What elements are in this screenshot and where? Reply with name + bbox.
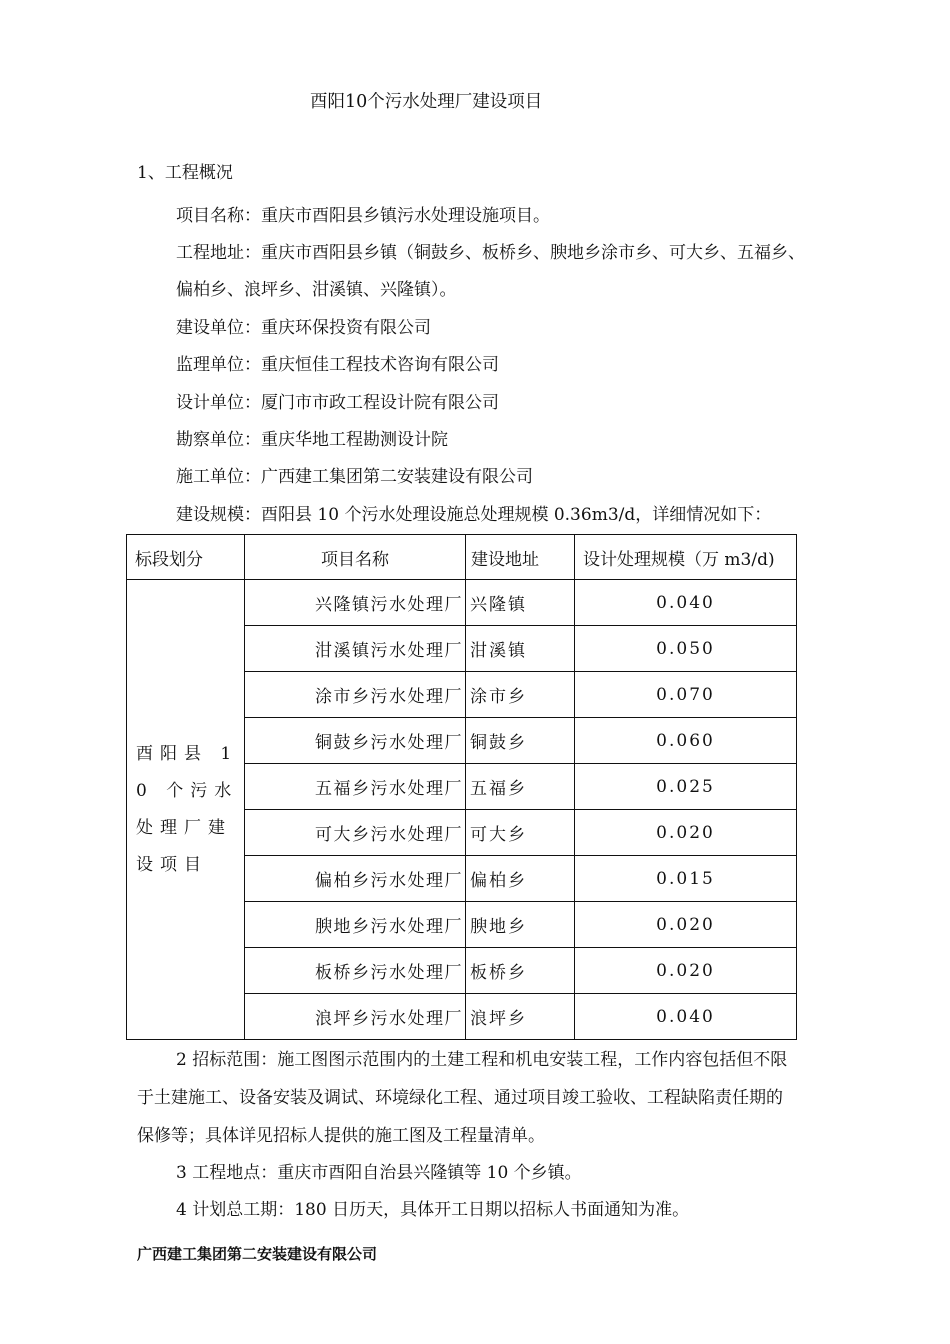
cell-project-name: 兴隆镇污水处理厂 <box>245 580 466 626</box>
cell-scale: 0.040 <box>575 580 797 626</box>
group-label-cell: 酉阳县 10 个污水处理厂建设项目 <box>127 580 245 1040</box>
info-address-cont: 偏柏乡、浪坪乡、泔溪镇、兴隆镇）。 <box>176 280 457 300</box>
info-surveyor: 勘察单位：重庆华地工程勘测设计院 <box>176 430 448 450</box>
duration-line: 4 计划总工期：180 日历天，具体开工日期以招标人书面通知为准。 <box>176 1200 690 1220</box>
cell-project-name: 可大乡污水处理厂 <box>245 810 466 856</box>
cell-scale: 0.050 <box>575 626 797 672</box>
cell-scale: 0.070 <box>575 672 797 718</box>
table-header-row <box>127 535 797 580</box>
footer-company: 广西建工集团第二安装建设有限公司 <box>137 1245 378 1263</box>
info-project-name: 项目名称：重庆市酉阳县乡镇污水处理设施项目。 <box>176 206 550 226</box>
info-contractor: 施工单位：广西建工集团第二安装建设有限公司 <box>176 467 533 487</box>
cell-scale: 0.025 <box>575 764 797 810</box>
project-table <box>126 534 797 1040</box>
cell-project-name: 腴地乡污水处理厂 <box>245 902 466 948</box>
location-line: 3 工程地点：重庆市酉阳自治县兴隆镇等 10 个乡镇。 <box>176 1163 582 1183</box>
cell-project-name: 五福乡污水处理厂 <box>245 764 466 810</box>
cell-address: 腴地乡 <box>466 902 575 948</box>
cell-scale: 0.020 <box>575 810 797 856</box>
info-owner: 建设单位：重庆环保投资有限公司 <box>176 318 431 338</box>
info-designer: 设计单位：厦门市市政工程设计院有限公司 <box>176 393 499 413</box>
cell-address: 兴隆镇 <box>466 580 575 626</box>
cell-address: 涂市乡 <box>466 672 575 718</box>
cell-address: 五福乡 <box>466 764 575 810</box>
scope-line-3: 保修等；具体详见招标人提供的施工图及工程量清单。 <box>137 1126 545 1146</box>
cell-project-name: 泔溪镇污水处理厂 <box>245 626 466 672</box>
cell-project-name: 板桥乡污水处理厂 <box>245 948 466 994</box>
cell-address: 可大乡 <box>466 810 575 856</box>
cell-address: 铜鼓乡 <box>466 718 575 764</box>
cell-address: 泔溪镇 <box>466 626 575 672</box>
cell-address: 偏柏乡 <box>466 856 575 902</box>
cell-scale: 0.060 <box>575 718 797 764</box>
cell-scale: 0.020 <box>575 902 797 948</box>
cell-address: 板桥乡 <box>466 948 575 994</box>
info-supervisor: 监理单位：重庆恒佳工程技术咨询有限公司 <box>176 355 499 375</box>
cell-address: 浪坪乡 <box>466 994 575 1040</box>
cell-scale: 0.015 <box>575 856 797 902</box>
header-address: 建设地址 <box>466 535 575 580</box>
section-heading: 1、工程概况 <box>137 163 233 183</box>
page-title: 酉阳10个污水处理厂建设项目 <box>310 92 543 112</box>
header-project-name: 项目名称 <box>245 535 466 580</box>
scope-line-1: 2 招标范围：施工图图示范围内的土建工程和机电安装工程，工作内容包括但不限 <box>176 1050 788 1070</box>
info-address: 工程地址：重庆市酉阳县乡镇（铜鼓乡、板桥乡、腴地乡涂市乡、可大乡、五福乡、 <box>176 243 805 263</box>
header-section: 标段划分 <box>127 535 245 580</box>
header-scale: 设计处理规模（万 m3/d) <box>575 535 797 580</box>
cell-project-name: 浪坪乡污水处理厂 <box>245 994 466 1040</box>
scope-line-2: 于土建施工、设备安装及调试、环境绿化工程、通过项目竣工验收、工程缺陷责任期的 <box>137 1088 783 1108</box>
cell-scale: 0.040 <box>575 994 797 1040</box>
cell-project-name: 铜鼓乡污水处理厂 <box>245 718 466 764</box>
cell-scale: 0.020 <box>575 948 797 994</box>
table-row <box>127 580 797 626</box>
cell-project-name: 涂市乡污水处理厂 <box>245 672 466 718</box>
cell-project-name: 偏柏乡污水处理厂 <box>245 856 466 902</box>
info-scale: 建设规模：酉阳县 10 个污水处理设施总处理规模 0.36m3/d，详细情况如下： <box>176 505 772 525</box>
